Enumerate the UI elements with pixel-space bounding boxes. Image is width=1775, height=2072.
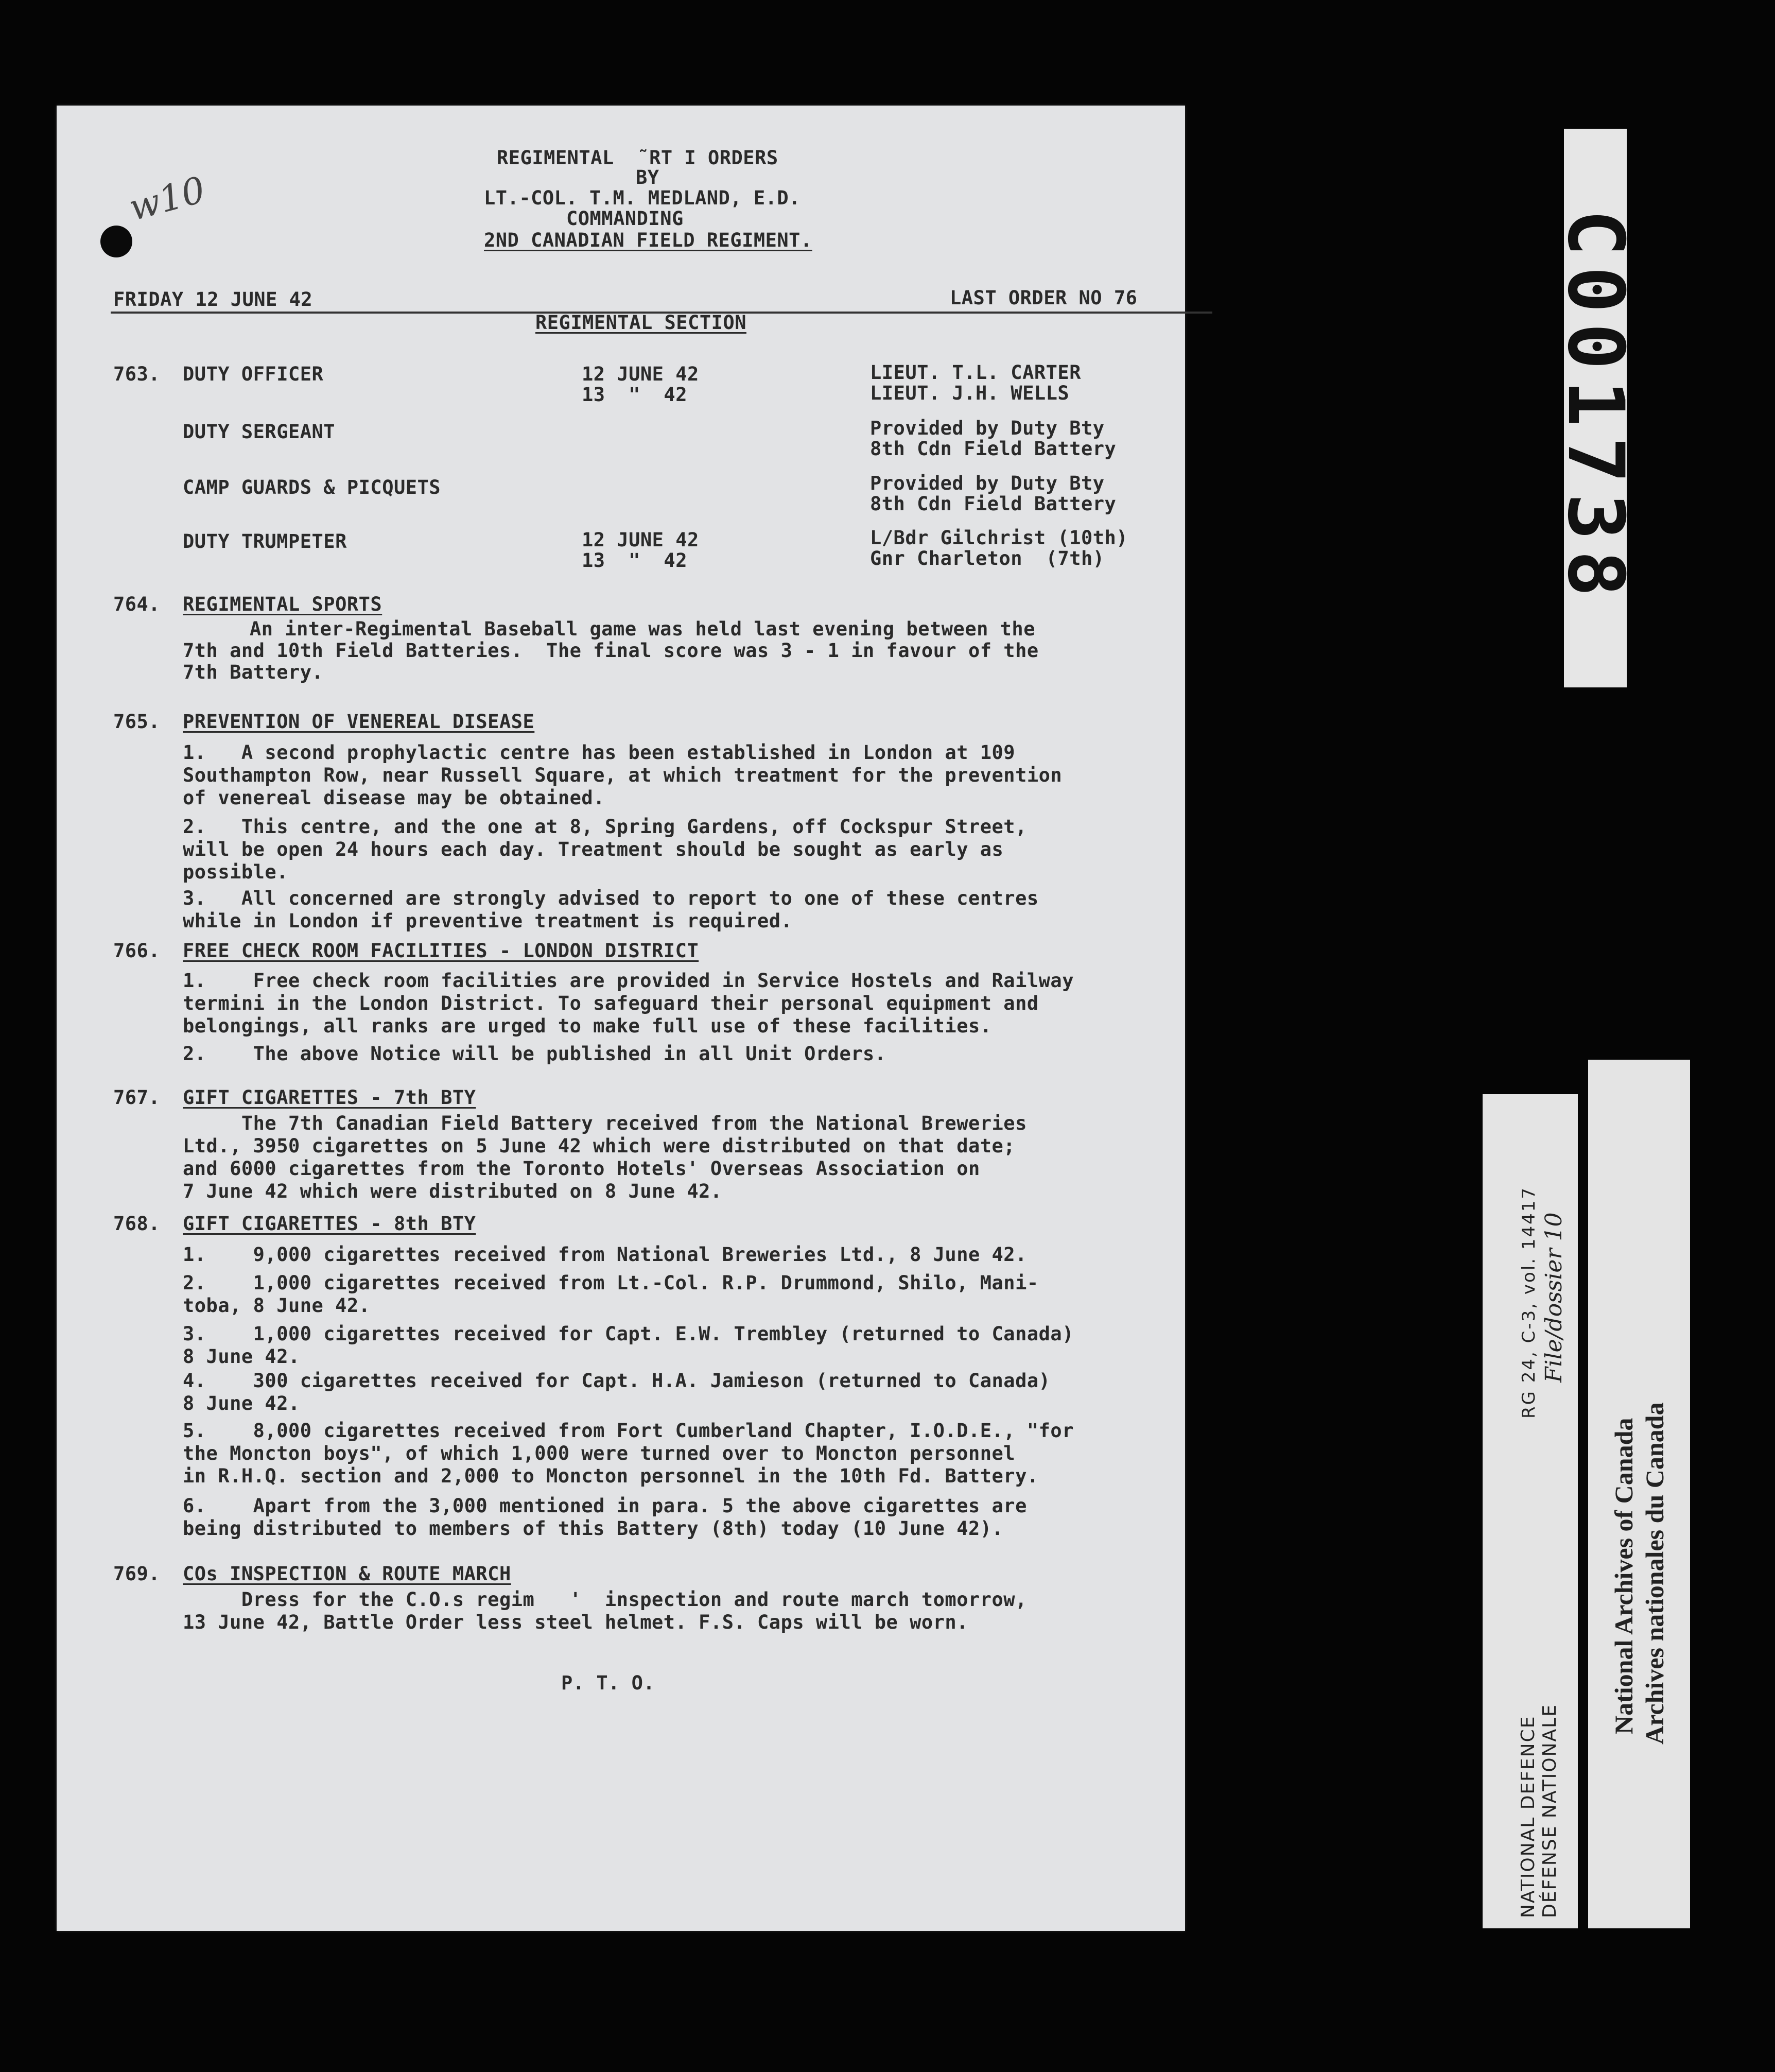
- duty-label: DUTY TRUMPETER: [183, 530, 347, 552]
- para-line: 1. A second prophylactic centre has been established in London at 109: [183, 741, 1016, 764]
- last-order: LAST ORDER NO 76: [950, 287, 1138, 309]
- duty-value: 8th Cdn Field Battery: [870, 438, 1117, 460]
- para-line: termini in the London District. To safeguard their personal equipment and: [183, 992, 1039, 1014]
- duty-date: 12 JUNE 42: [582, 363, 699, 385]
- para-line: 7 June 42 which were distributed on 8 June 42.: [183, 1180, 722, 1202]
- duty-value: LIEUT. T.L. CARTER: [870, 361, 1081, 384]
- punch-hole: [100, 226, 132, 257]
- duty-value: L/Bdr Gilchrist (10th): [870, 527, 1128, 549]
- archive-label: [1483, 1094, 1690, 1928]
- para-number: 768.: [113, 1213, 161, 1235]
- para-number: 764.: [113, 593, 161, 615]
- para-line: while in London if preventive treatment is required.: [183, 910, 793, 932]
- para-line: Dress for the C.O.s regim ' inspection and route march tomorrow,: [183, 1588, 1027, 1611]
- archive-name-strip: [1588, 1060, 1690, 1928]
- header-line-2: BY: [636, 166, 659, 188]
- header-line-3: LT.-COL. T.M. MEDLAND, E.D.: [484, 187, 801, 209]
- para-line: 7th Battery.: [183, 661, 324, 683]
- para-line: 4. 300 cigarettes received for Capt. H.A. Jamieson (returned to Canada): [183, 1370, 1051, 1392]
- para-line: 6. Apart from the 3,000 mentioned in para. 5 the above cigarettes are: [183, 1495, 1027, 1517]
- para-title: GIFT CIGARETTES - 8th BTY: [183, 1213, 476, 1235]
- para-line: Southampton Row, near Russell Square, at which treatment for the prevention: [183, 764, 1063, 786]
- para-line: 1. Free check room facilities are provided in Service Hostels and Railway: [183, 970, 1074, 992]
- para-number: 766.: [113, 940, 161, 962]
- para-title: FREE CHECK ROOM FACILITIES - LONDON DISTRICT: [183, 940, 699, 962]
- duty-date: 13 " 42: [582, 549, 687, 572]
- header-line-5: 2ND CANADIAN FIELD REGIMENT.: [484, 229, 812, 251]
- header-line-4: COMMANDING: [566, 208, 684, 230]
- header-line-1: REGIMENTAL ˜RT I ORDERS: [497, 147, 778, 169]
- duty-label: DUTY OFFICER: [183, 363, 324, 385]
- para-line: The 7th Canadian Field Battery received from the National Breweries: [183, 1112, 1027, 1134]
- date-line: FRIDAY 12 JUNE 42: [113, 288, 313, 310]
- para-number: 769.: [113, 1563, 161, 1585]
- para-line: 3. 1,000 cigarettes received for Capt. E.W. Trembley (returned to Canada): [183, 1323, 1074, 1345]
- archive-ref-2: File/dossier 10: [1541, 1212, 1567, 1383]
- para-line: 2. This centre, and the one at 8, Spring Gardens, off Cockspur Street,: [183, 816, 1027, 838]
- duty-date: 12 JUNE 42: [582, 529, 699, 551]
- frame-number: C001738: [1551, 209, 1640, 607]
- para-line: 2. The above Notice will be published in all Unit Orders.: [183, 1043, 886, 1065]
- para-line: 13 June 42, Battle Order less steel helmet. F.S. Caps will be worn.: [183, 1611, 968, 1633]
- duty-value: Provided by Duty Bty: [870, 472, 1105, 494]
- para-line: being distributed to members of this Battery (8th) today (10 June 42).: [183, 1517, 1004, 1540]
- handwritten-mark: w10: [124, 168, 210, 229]
- frame-number-label: [1551, 129, 1640, 687]
- duty-value: LIEUT. J.H. WELLS: [870, 382, 1070, 404]
- para-line: possible.: [183, 861, 288, 883]
- para-line: 8 June 42.: [183, 1345, 300, 1368]
- section-title: REGIMENTAL SECTION: [535, 312, 746, 334]
- para-line: 5. 8,000 cigarettes received from Fort Cumberland Chapter, I.O.D.E., "for: [183, 1420, 1074, 1442]
- para-number: 767.: [113, 1086, 161, 1109]
- para-line: 3. All concerned are strongly advised to report to one of these centres: [183, 887, 1039, 909]
- duty-label: CAMP GUARDS & PICQUETS: [183, 476, 441, 498]
- dept-en: NATIONAL DEFENCE: [1518, 1715, 1539, 1918]
- archive-ref-strip: [1483, 1094, 1578, 1928]
- archive-name-fr: Archives nationales du Canada: [1640, 1402, 1669, 1745]
- para-number: 763.: [113, 363, 161, 385]
- para-title: COs INSPECTION & ROUTE MARCH: [183, 1563, 511, 1585]
- para-line: 8 June 42.: [183, 1392, 300, 1414]
- dept-fr: DÉFENSE NATIONALE: [1539, 1704, 1560, 1918]
- para-line: Ltd., 3950 cigarettes on 5 June 42 which were distributed on that date;: [183, 1135, 1016, 1157]
- para-title: REGIMENTAL SPORTS: [183, 593, 382, 615]
- archive-ref-1: RG 24, C-3, vol. 14417: [1519, 1186, 1539, 1419]
- para-line: the Moncton boys", of which 1,000 were turned over to Moncton personnel: [183, 1442, 1016, 1464]
- duty-value: 8th Cdn Field Battery: [870, 493, 1117, 515]
- duty-date: 13 " 42: [582, 384, 687, 406]
- para-line: An inter-Regimental Baseball game was held last evening between the: [250, 618, 1035, 640]
- duty-value: Provided by Duty Bty: [870, 417, 1105, 439]
- para-title: GIFT CIGARETTES - 7th BTY: [183, 1086, 476, 1109]
- duty-label: DUTY SERGEANT: [183, 421, 336, 443]
- pto-mark: P. T. O.: [561, 1672, 655, 1694]
- document-page: [57, 106, 1185, 1931]
- para-line: 7th and 10th Field Batteries. The final score was 3 - 1 in favour of the: [183, 640, 1039, 662]
- para-line: of venereal disease may be obtained.: [183, 787, 605, 809]
- para-number: 765.: [113, 711, 161, 733]
- para-line: belongings, all ranks are urged to make full use of these facilities.: [183, 1015, 992, 1037]
- para-line: toba, 8 June 42.: [183, 1294, 371, 1317]
- duty-value: Gnr Charleton (7th): [870, 547, 1105, 569]
- para-line: 1. 9,000 cigarettes received from National Breweries Ltd., 8 June 42.: [183, 1244, 1027, 1266]
- para-line: 2. 1,000 cigarettes received from Lt.-Col. R.P. Drummond, Shilo, Mani-: [183, 1272, 1039, 1294]
- para-line: will be open 24 hours each day. Treatment should be sought as early as: [183, 838, 1004, 860]
- archive-name-en: National Archives of Canada: [1609, 1418, 1638, 1734]
- para-line: in R.H.Q. section and 2,000 to Moncton personnel in the 10th Fd. Battery.: [183, 1465, 1039, 1487]
- para-line: and 6000 cigarettes from the Toronto Hotels' Overseas Association on: [183, 1158, 980, 1180]
- para-title: PREVENTION OF VENEREAL DISEASE: [183, 711, 535, 733]
